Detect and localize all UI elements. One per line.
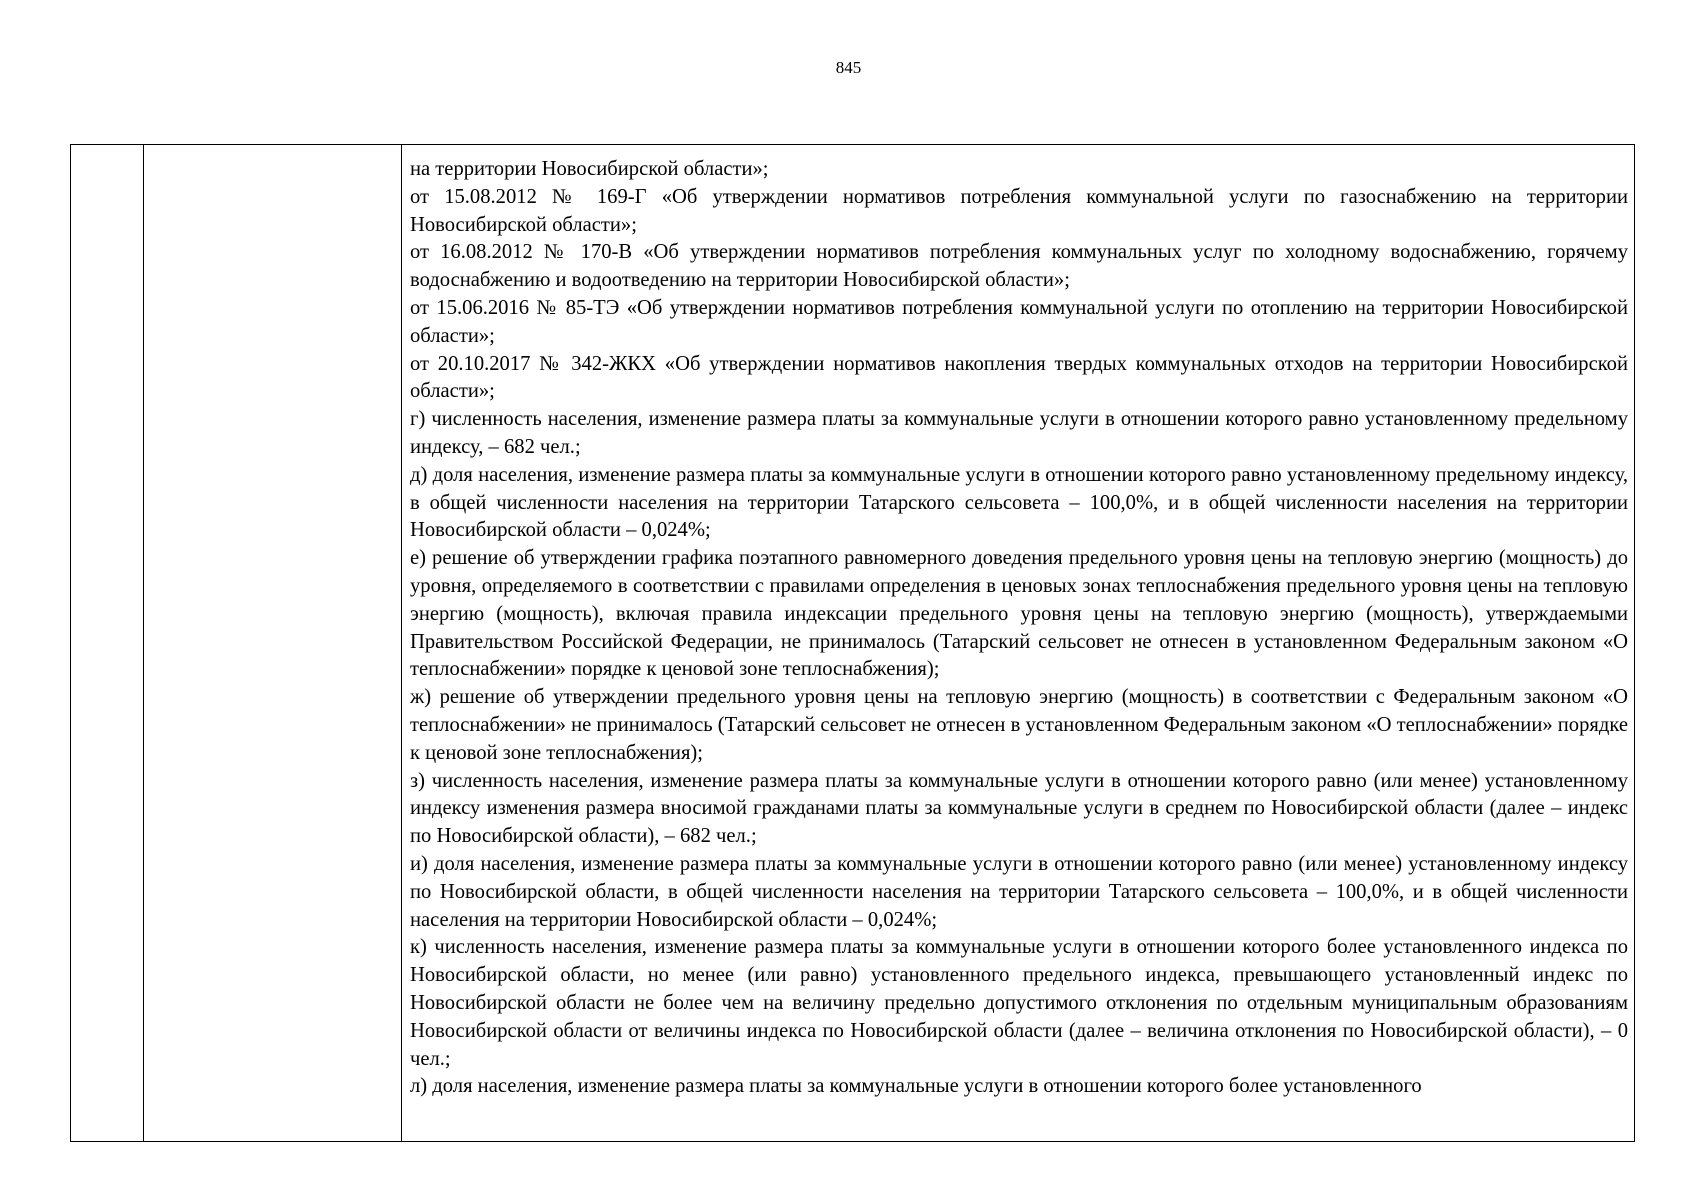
table-row <box>71 145 1635 1142</box>
paragraph: к) численность населения, изменение размера платы за коммунальные услуги в отношении которого более установленного индекса по Новосибирской области, но менее (или равно) установленного предельного индекса, превышающего установленный индекс по Новосибирской области не более чем на величину предельно допустимого отклонения по отдельным муниципальным образованиям Новосибирской области от величины индекса по Новосибирской области (далее – величина отклонения по Новосибирской области), – 0 чел.; <box>410 936 1628 1070</box>
page-number: 845 <box>835 58 862 77</box>
paragraph: з) численность населения, изменение размера платы за коммунальные услуги в отношении которого равно (или менее) установленному индексу изменения размера вносимой гражданами платы за коммунальные услуги в среднем по Новосибирской области (далее – индекс по Новосибирской области), – 682 чел.; <box>410 769 1628 848</box>
paragraph: г) численность населения, изменение размера платы за коммунальные услуги в отношении которого равно установленному предельному индексу, – 682 чел.; <box>410 408 1628 458</box>
paragraph: е) решение об утверждении графика поэтапного равномерного доведения предельного уровня цены на тепловую энергию (мощность) до уровня, определяемого в соответствии с правилами определения в ценовых зонах теплоснабжения предельного уровня цены на тепловую энергию (мощность), включая правила индексации предельного уровня цены на тепловую энергию (мощность), утверждаемыми Правительством Российской Федерации, не принималось (Татарский сельсовет не отнесен в установленном Федеральным законом «О теплоснабжении» порядке к ценовой зоне теплоснабжения); <box>410 547 1628 681</box>
paragraph: на территории Новосибирской области»; <box>410 158 769 180</box>
paragraph: от 16.08.2012 № 170-В «Об утверждении нормативов потребления коммунальных услуг по холодному водоснабжению, горячему водоснабжению и водоотведению на территории Новосибирской области»; <box>410 241 1628 292</box>
table-cell-number <box>71 145 144 1142</box>
paragraph: и) доля населения, изменение размера платы за коммунальные услуги в отношении которого равно (или менее) установленному индексу по Новосибирской области, в общей численности населения на территории Татарского сельсовета – 100,0%, и в общей численности населения на территории Новосибирской области – 0,024%; <box>410 852 1628 931</box>
paragraph: от 15.08.2012 № 169-Г «Об утверждении нормативов потребления коммунальной услуги по газоснабжению на территории Новосибирской области»; <box>410 185 1628 236</box>
paragraph: л) доля населения, изменение размера платы за коммунальные услуги в отношении которого более установленного <box>410 1075 1422 1098</box>
paragraph: от 15.06.2016 № 85-ТЭ «Об утверждении нормативов потребления коммунальной услуги по отоплению на территории Новосибирской области»; <box>410 296 1628 347</box>
paragraph: ж) решение об утверждении предельного уровня цены на тепловую энергию (мощность) в соответствии с Федеральным законом «О теплоснабжении» не принималось (Татарский сельсовет не отнесен в установленном Федеральным законом «О теплоснабжении» порядке к ценовой зоне теплоснабжения); <box>410 686 1628 764</box>
paragraph: от 20.10.2017 № 342-ЖКХ «Об утверждении нормативов накопления твердых коммунальных отходов на территории Новосибирской области»; <box>410 352 1628 403</box>
table-cell-text <box>402 145 1635 1142</box>
table-cell-name <box>144 145 402 1142</box>
document-table <box>70 144 1635 1142</box>
paragraph: д) доля населения, изменение размера платы за коммунальные услуги в отношении которого равно установленному предельному индексу, в общей численности населения на территории Татарского сельсовета – 100,0%, и в общей численности населения на территории Новосибирской области – 0,024%; <box>410 463 1628 542</box>
